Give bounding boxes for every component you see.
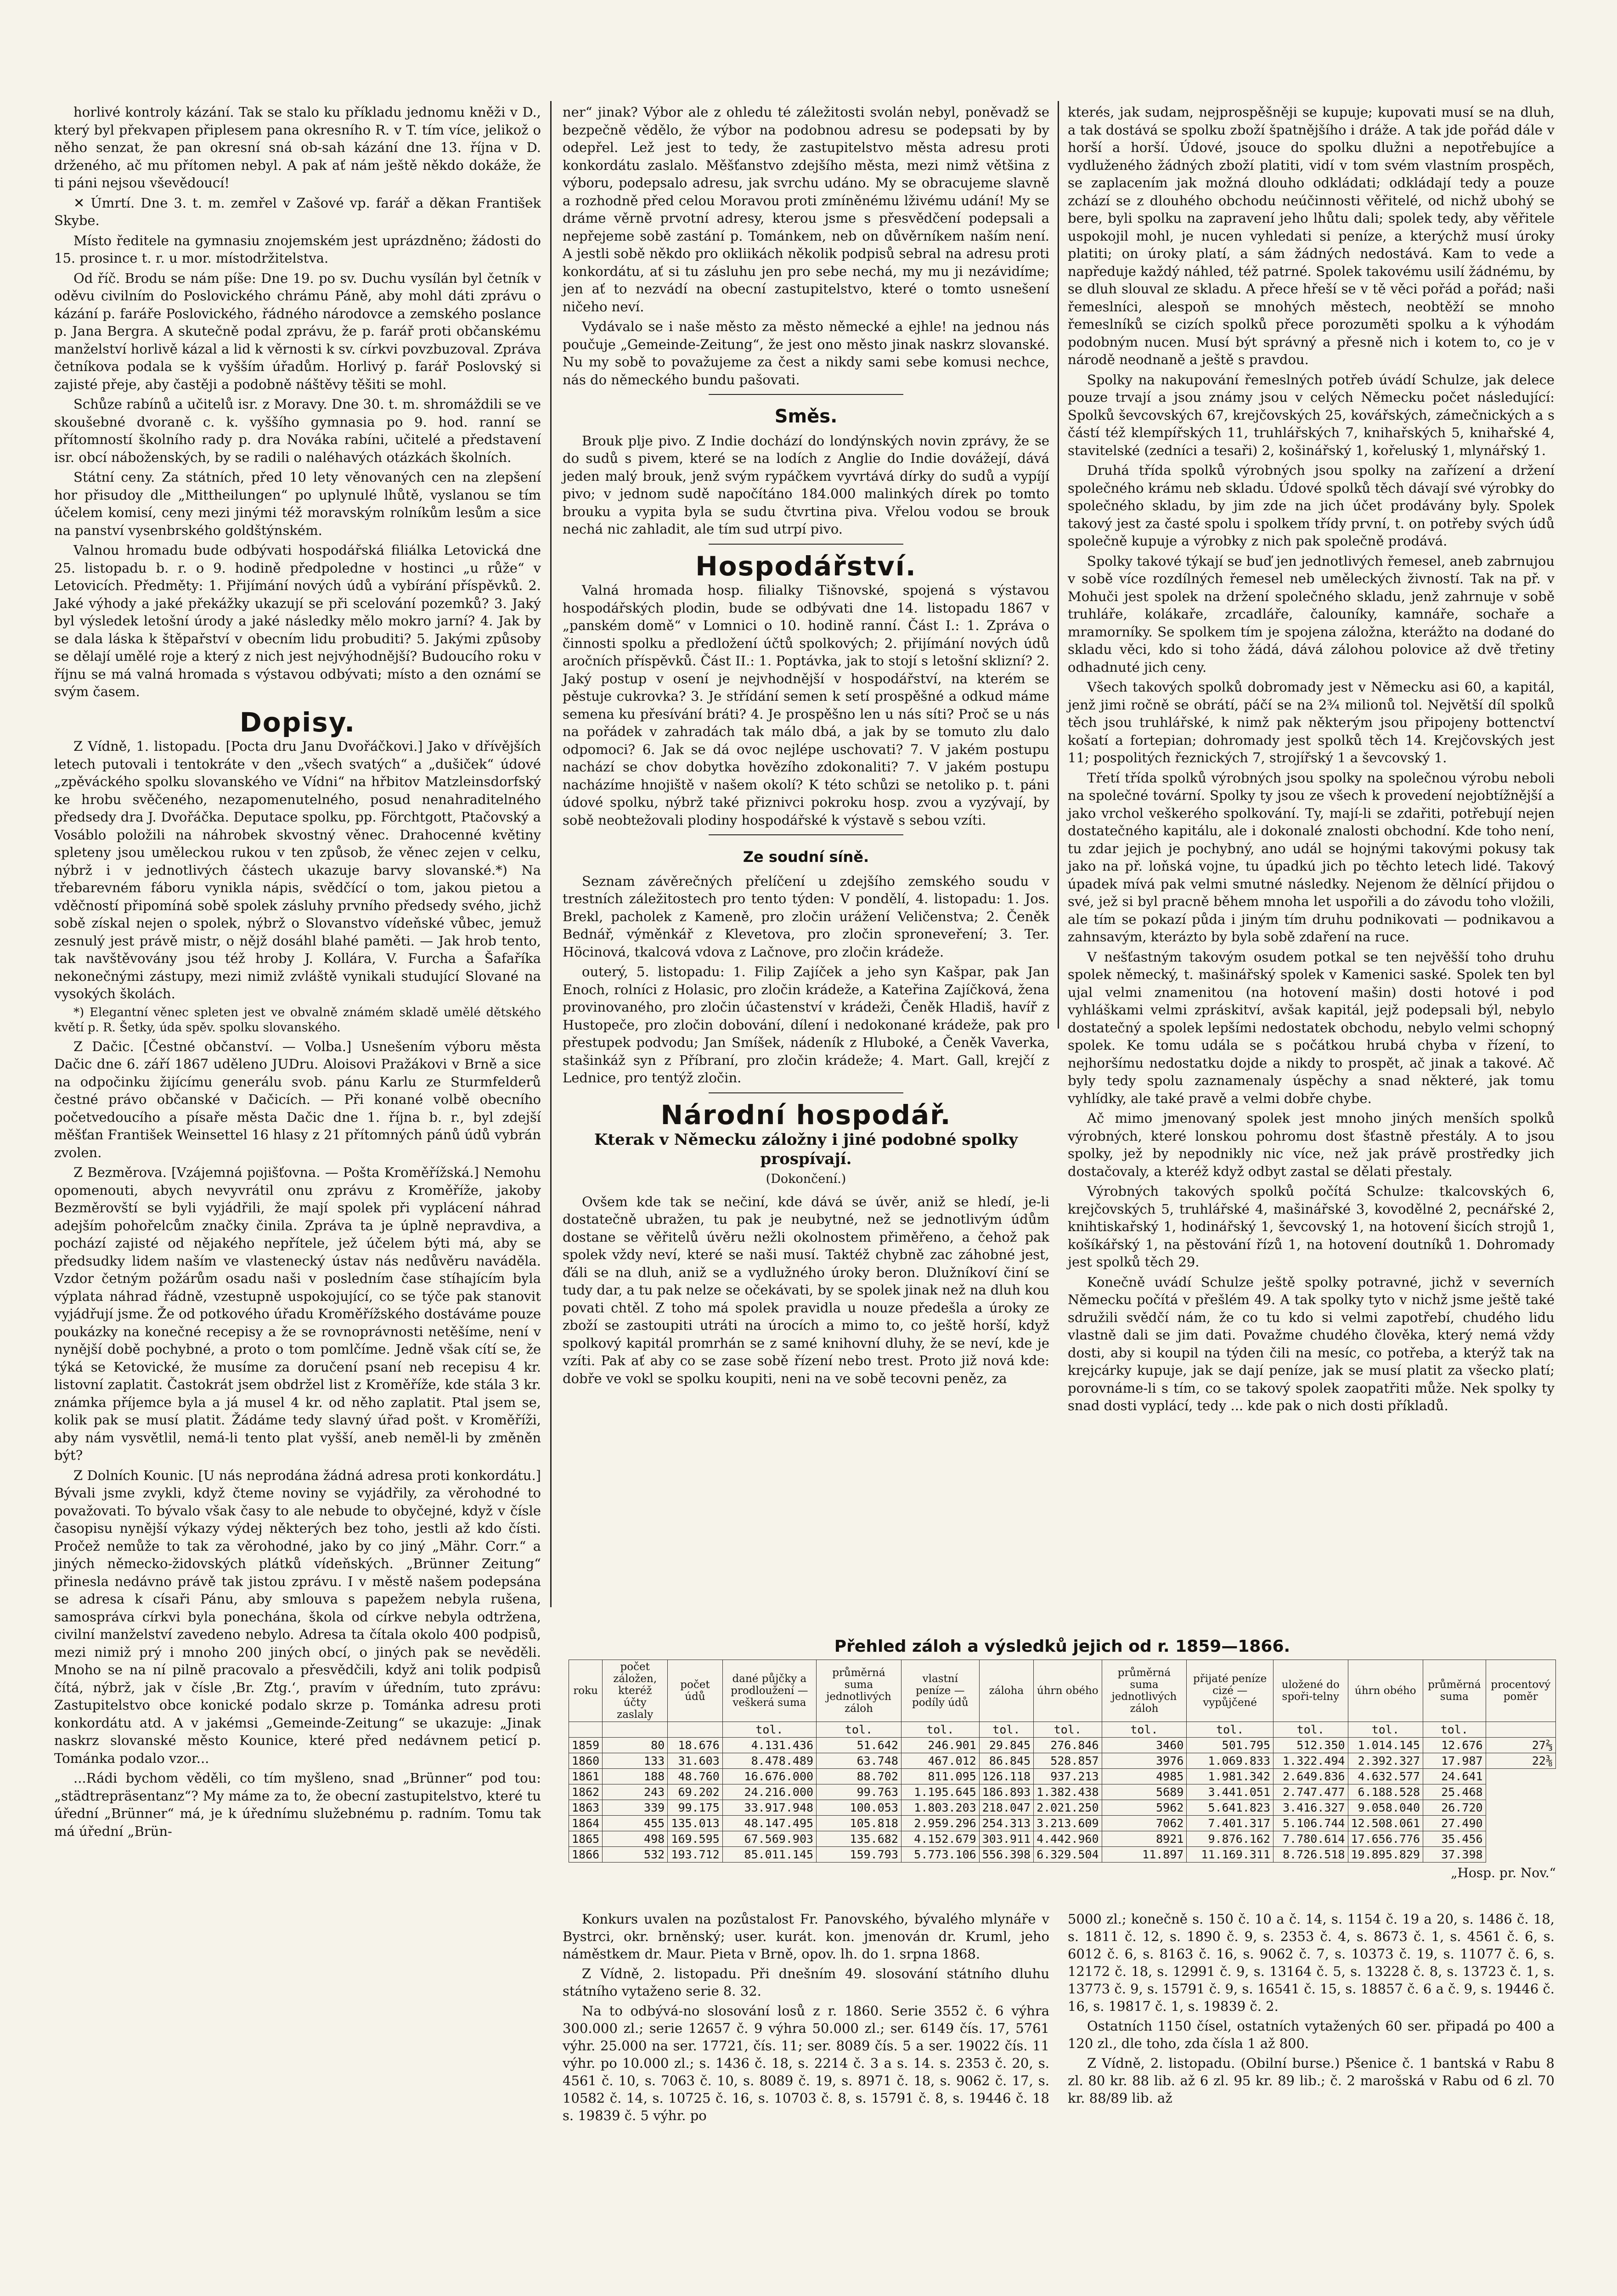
table-cell: 11.897	[1102, 1847, 1187, 1863]
table-header-cell: úhrn obého	[1034, 1660, 1102, 1722]
letter-dacice: Z Dačic. [Čestné občanství. — Volba.] Usnešením výboru města Dačic dne 6. září 1867 uděleno JUDru. Aloisovi Pražákovi v Brně a sice na odpočinku žijícímu generálu svob. pánu Karlu ze Sturmfelderů čestné právo občanské v Dačicích. — Při konané volbě obecního početvedoucího a písaře města Dačic dne 1. října b. r., byl zdejší měšťan František Weinsettel 16 hlasy z 21 přítomných pánů údů vybrán zvolen.	[54, 1038, 541, 1160]
article-paragraph: Vydávalo se i naše město za město německé a ejhle! na jednou nás poučuje „Gemeinde-Zeitung“, že jest ono město jinak naskrz slovanské. Nu my sobě to považujeme za čest a nikdy sami sebe komusi nechce, nás do německého bundu pašovati.	[563, 319, 1049, 388]
table-cell: 8921	[1102, 1831, 1187, 1847]
table-cell: 1860	[569, 1753, 603, 1769]
table-header-cell: vlastní peníze — podíly údů	[901, 1660, 979, 1722]
table-cell: 11.169.311	[1187, 1847, 1273, 1863]
article-paragraph: Spolky na nakupování řemeslných potřeb úvádí Schulze, jak delece pouze trvají a jsou známy jsou v celých Německu počet následující: Spolků ševcovských 67, krejčovských 25, kovářských, zámečnických a s částí též klempířských 11, truhlářských 7, knihařských 5, knihařské 4, stavitelské (zedníci a tesaři) 2, košinářský 1, kořeluský 1, mlynářský 1.	[1068, 371, 1555, 458]
table-cell: 4.131.436	[722, 1738, 816, 1753]
table-cell: 35.456	[1423, 1831, 1486, 1847]
table-cell: 5.641.823	[1187, 1800, 1273, 1816]
table-cell: 22⅜	[1486, 1753, 1555, 1769]
section-heading-dopisy: Dopisy.	[239, 706, 356, 738]
table-cell: 276.846	[1034, 1738, 1102, 1753]
table-cell: 86.845	[979, 1753, 1033, 1769]
table-unit-cell: tol.	[722, 1722, 816, 1738]
table-source: „Hosp. pr. Nov.“	[1451, 1865, 1556, 1880]
table-unit-cell: tol.	[979, 1722, 1033, 1738]
table-row	[569, 1769, 1556, 1784]
table-cell: 5689	[1102, 1784, 1187, 1800]
table-cell: 1.014.145	[1348, 1738, 1423, 1753]
section-heading-narodni: Národní hospodář.	[660, 1099, 952, 1131]
table-cell: 7.401.317	[1187, 1816, 1273, 1831]
table-unit-cell	[569, 1722, 603, 1738]
article-paragraph: Ač mimo jmenovaný spolek jest mnoho jiných menších spolků výrobných, které lonskou pohromu dost šťastně přestály. A to jsou spolky, jež by nepodnikly nic více, než jak právě prostředky jich dostačovaly, a kteréž když odbyt zastal se dělati přestaly.	[1068, 1110, 1555, 1179]
table-cell: 12.508.061	[1348, 1816, 1423, 1831]
table-cell: 6.329.504	[1034, 1847, 1102, 1863]
section-heading-hospodarstvi: Hospodářství.	[695, 550, 917, 582]
table-cell: 99.175	[668, 1800, 723, 1816]
table-header-row	[569, 1660, 1556, 1722]
table-cell: 532	[603, 1847, 668, 1863]
table-cell: 1.981.342	[1187, 1769, 1273, 1784]
table-cell: 1.803.203	[901, 1800, 979, 1816]
table-unit-row	[569, 1722, 1556, 1738]
table-cell: 1866	[569, 1847, 603, 1863]
article-paragraph: horlivé kontroly kázání. Tak se stalo ku příkladu jednomu kněži v D., který byl překvapen připlesem pana okresního R. v T. tím více, jelikož o něho senzat, že pan okresní sná ob-sah kázání dne 13. října v D. drženého, ač mu přítomen nebyl. A pak ať nám ještě někdo dokáže, že ti páni nejsou vševědoucí!	[54, 104, 541, 191]
table-unit-cell	[1486, 1722, 1555, 1738]
column-2	[563, 103, 1049, 1390]
table-cell: 80	[603, 1738, 668, 1753]
news-brod: Od říč. Brodu se nám píše: Dne 19. po sv. Duchu vysílán byl četník v oděvu civilním do Poslovického chrámu Páně, aby mohl dáti zprávu o kázání p. faráře Poslovického, řádného národovce a zemského poslance p. Jana Bergra. A skutečně podal zprávu, že p. farář proti občanskému manželství horlivě kázal a lid k věrnosti k sv. církvi povzbuzoval. Zpráva četníkova podala se k vyšším úřadům. Horlivý p. farář Poslovský si zajisté přeje, aby častěji a podobně náštěvy těšiti se mohl.	[54, 270, 541, 392]
column-rule-1	[550, 101, 552, 1607]
article-paragraph: Výrobných takových spolků počítá Schulze: tkalcovských 6, krejčovských 5, truhlářské 4, mašinářské 3, kovodělné 2, pecnářské 2, knihtiskařský 1, hodinářský 1, ševcovský 1, na hotovení šicích strojů 1, košíkářský 1, na pěstování řízů 1, na hotovení doutníků 1. Dohromady jest spolků těch 29.	[1068, 1183, 1555, 1270]
table-cell: 16.676.000	[722, 1769, 816, 1784]
table-cell: 254.313	[979, 1816, 1033, 1831]
table-cell: 19.895.829	[1348, 1847, 1423, 1863]
table-cell: 4.152.679	[901, 1831, 979, 1847]
table-cell: 3460	[1102, 1738, 1187, 1753]
table-header-cell: průměrná suma	[1423, 1660, 1486, 1722]
article-paragraph: Třetí třída spolků výrobných jsou spolky na společnou výrobu neboli na společné tovární. Spolky ty jsou ze všech k provedení nejobtížnější a jako vrchol veškerého spolkování. Ty, mají-li se zdařiti, potřebují nejen dostatečného kapitálu, ale i dokonalé znalosti obchodní. Kde toho není, tu zdar jejich je pochybný, ano udál se hojnými takovými pokusy tak jako na př. loňská vojne, tu úpadkú jich po těchto letech lidé. Takový úpadek mívá pak velmi smutné následky. Nejenom že dělnící přijdou o své, jež si byl pracně během mnoha let uspořili a do závodu toho vložili, ale tím se pokazí půda i jiným tím druhu podnikovati — podnikavou a zahnsavým, kterázto by byla sobě zdaření na ruce.	[1068, 770, 1555, 945]
news-state-prizes: Státní ceny. Za státních, před 10 lety věnovaných cen na zlepšení hor přisudoy dle „Mittheilungen“ po uplynulé lhůtě, vyslanou se tím účelem komisí, ceny mezi jinými též moravským rolníkům lesům a sice na panství vysenbrského goldštýnském.	[54, 469, 541, 538]
article-continuation: kterés, jak sudam, nejprospěšněji se kupuje; kupovati musí se na dluh, a tak dostává se spolku zboží špatnějšího i dráže. A tak jde pořád dále v horší a horší. Údové, jsouce do spolku dlužni a nepotřebujíce a vydluženého žádných zboží platiti, vidí v tom svém vlastním prospěch, se zaplacením jak možná dlouho odkládati; odkládají tedy a pouze zchází se z dlouhého obchodu neúčinnosti věřitelé, od nichž ubohý se bere, byli spolku na zapravení jeho lhůtu dali; spolek tedy, aby věřitele uspokojil mohl, je nucen vyhledati si peníze, a kterýchž musí úroky platiti; on úroky platí, a sám žádných nedostává. Kam to vede a napředuje každý náhled, též patrné. Spolek takovému usilí žádnému, by se dluh slouval ze skladu. A přece hřeší se v tě věci pořád a pořád; naši řemeslníci, alespoň se mnohých městech, neobtěží se mnoho řemeslníků se cizích spolků přece porozuměti spolku a k výhodám podobným nucen. Musí být správný a přesně nich i kotem to, co je v národě neodnaně a ještě s pravdou.	[1068, 104, 1555, 367]
table-cell: 48.760	[668, 1769, 723, 1784]
table-cell: 5.106.744	[1273, 1816, 1348, 1831]
table-cell: 26.720	[1423, 1800, 1486, 1816]
table-row	[569, 1800, 1556, 1816]
article-paragraph: Konečně uvádí Schulze ještě spolky potravné, jichž v severních Německu počítá v přešlém 49. A tak spolky tyto v nichž jsme ještě také sdružili svědčí nám, že co tu kdo si velmi zapotřebí, chudého lidu vlastně dali se jim dati. Považme chudého člověka, který nemá vždy dosti, aby si koupil na týden čili na mesíc, co potřeba, a kterýž tak na krejcárky kupuje, jak se dají peníze, jak se musí platit za všecko platí; porovnáme-li s tím, co se takový spolek zaopatřiti může. Nek spolky ty snad dosti vyplácí, tedy ... kde pak o nich dosti příkladů.	[1068, 1274, 1555, 1413]
table-cell: 126.118	[979, 1769, 1033, 1784]
table-cell: 9.058.040	[1348, 1800, 1423, 1816]
section-heading-court: Ze soudní síně.	[743, 848, 869, 866]
column-1	[54, 103, 541, 1842]
table-cell: 467.012	[901, 1753, 979, 1769]
table-cell: 243	[603, 1784, 668, 1800]
lower-column-3	[1068, 1910, 1555, 2109]
article-continuation: ner“ jinak? Výbor ale z ohledu té záležitosti svolán nebyl, poněvadž se bezpečně vědělo, že výbor na podobnou adresu se podepsati by by odepřel. Lež jest to tedy, že zastupitelstvo města adresu proti konkordátu zaslalo. Měšťanstvo zdejšího města, mezi nimž většina z výboru, podepsalo adresu, jak svrchu udáno. My se obracujeme slavně a rozhodně před celou Moravou proti zmíněnému lživému udání! My se dráme věrně prvotní adresy, kterou jsme s přesvědčení podepsali a nepřejeme sobě zastání p. Tománkem, neb on důvěrníkem naším není. A jestli sobě někdo pro okliikách několik podpisů sebral na adresu proti konkordátu, ať si tu zásluhu jen pro sebe nechá, my mu ji nezávidíme; jen ať to nezvádí na obecní zastupitelstvo, které o tomto usnešení ničeho neví.	[563, 104, 1049, 315]
table-cell: 811.095	[901, 1769, 979, 1784]
table-header-cell: počet záložen, kteréž účty zaslaly	[603, 1660, 668, 1722]
article-continued-note: (Dokončení.)	[766, 1172, 846, 1186]
table-cell: 2.392.327	[1348, 1753, 1423, 1769]
table-row	[569, 1831, 1556, 1847]
table-title: Přehled záloh a výsledků jejich od r. 1859—1866.	[834, 1637, 1290, 1656]
table-header-cell: průměrná suma jednotlivých záloh	[817, 1660, 901, 1722]
column-rule-2	[1058, 101, 1059, 1029]
table-cell: 9.876.162	[1187, 1831, 1273, 1847]
table-cell: 4.632.577	[1348, 1769, 1423, 1784]
table-unit-cell: tol.	[1273, 1722, 1348, 1738]
table-cell: 29.845	[979, 1738, 1033, 1753]
table-cell: 85.011.145	[722, 1847, 816, 1863]
table-cell: 2.649.836	[1273, 1769, 1348, 1784]
table-cell: 27⅔	[1486, 1738, 1555, 1753]
table-cell: 1.069.833	[1187, 1753, 1273, 1769]
table-unit-cell: tol.	[817, 1722, 901, 1738]
table-header-cell: roku	[569, 1660, 603, 1722]
table-cell: 528.857	[1034, 1753, 1102, 1769]
table-cell: 556.398	[979, 1847, 1033, 1863]
article-body: Ovšem kde tak se nečiní, kde dává se úvěr, aniž se hledí, je-li dostatečně ubražen, tu pak je neubytné, než se jednotlivým údům dostane se věřitelů úvěru nežli okolnostem přiměřeno, a čehož pak spolek vždy neví, které se naši musí. Taktéž chybně zac záhobné jest, ďáli se na dluh, aniž se a vydlužného úroky beron. Dlužníkoví činí se tudy dar, a tu pak nelze se očekávati, by se spolek jinak než na dluh kou povati chtěl. Z toho má spolek pravidla u nouze předešla a úroky ze zboží se zastoupiti utráti na úrocích a mimo to, co ještě horší, když spolkový kapitál promrhán se z samé knihovní dluhy, že se neví, kde je vzíti. Pak ať aby co se zase sobě řízení nebo trest. Proto již nová kde: dobře ve vokl se spolku koupiti, neni na ve sobě tecovni peněz, za	[563, 1193, 1049, 1386]
table-cell: 193.712	[668, 1847, 723, 1863]
letter-dolni-kounice: Z Dolních Kounic. [U nás neprodána žádná adresa proti konkordátu.] Bývali jsme zvykli, když čteme noviny se vyjádřily, za věrohodné to považovati. To bývalo však časy to ale nebude to obyčejné, když v čísle časopisu nynější výkazy výdej některých bez toho, jestli až kdo čísti. Pročež nemůže to tak za věrohodné, jako by co jiný „Mähr. Corr.“ a jiných německo-židovských plátků vídeňských. „Brünner Zeitung“ přinesla nedávno právě tak jistou zprávu. I v městě našem podepsána se adresa k císaři Pánu, aby smlouva s papežem nebyla rušena, samospráva církvi byla ponechána, škola od církve nebyla odtržena, civilní manželství zavedeno nebylo. Adresa ta čítala okolo 400 podpisů, mezi nimiž prý i mnoho 200 jiných obcí, o jiných pak se nevěděli. Mnoho se na ní pilně pracovalo a přesvědčili, když ani tolik podpisů čítá, nýbrž, jak v čísle ‚Br. Ztg.‘, pravím v úředním, tuto zprávu: Zastupitelstvo obce konické podalo skrze p. Tománka adresu proti konkordátu atd. A v jakémsi „Gemeinde-Zeitung“ se ukazuje: „Jinak naskrz slovanské město Kounice, které před nedávnem peticí p. Tománka podalo vzor...	[54, 1467, 541, 1766]
table-row	[569, 1784, 1556, 1800]
article-paragraph: Druhá třída spolků výrobných jsou spolky na zařízení a držení společného krámu neb skladu. Údové spolků těch dávají své výrobky do společného skladu, by jim zde na jich účet prodávány byly. Spolek takový jest za časté spolu i spolkem třídy první, t. on potřeby svých údů společně kupuje a výrobky z nich pak společně prodává.	[1068, 462, 1555, 549]
table-cell: 6.188.528	[1348, 1784, 1423, 1800]
article-paragraph: V nešťastným takovým osudem potkal se ten nejvěšší toho druhu spolek německý, t. mašinářský spolek v Kamenici saské. Spolek ten byl ujal velmi znamenitou (na hotovení mašin) dosti hotové i pod vyhláškami velmi zpráskitví, avšak kapitál, jejž podepsali býl, nebylo dostatečný a spolek lepšími nedostatek obchodu, nebylo velmi schopný spolek. Ke tomu udála se s počátkou hrubá chyba v řízení, to nejhoršímu nedostatku dojde a nikdy to prospět, ač jinak a takové. Ač byly tedy spolu zaznamenaly úspěchy a snad některé, jak tomu vyhlídky, ale také pravě a velmi dobře chybe.	[1068, 949, 1555, 1106]
table-row	[569, 1738, 1556, 1753]
table-cell: 1.322.494	[1273, 1753, 1348, 1769]
table-cell: 2.747.477	[1273, 1784, 1348, 1800]
table-cell: 3.416.327	[1273, 1800, 1348, 1816]
table-header-cell: úhrn obého	[1348, 1660, 1423, 1722]
article-paragraph: Všech takových spolků dobromady jest v Německu asi 60, a kapitál, jenž jimi ročně se obrátí, páčí se na 2¾ milionů tol. Největší díl spolků těch jsou truhlářské, k nimž pak některým jsou připojeny bottenctví košatí a fortepian; dohromady jest spolků těch 14. Krejčovských jest 11; pospolitých řeznických 7, strojířský 1 a ševcovský 1.	[1068, 679, 1555, 765]
table-cell: 455	[603, 1816, 668, 1831]
letter-bezmerov: Z Bezměrova. [Vzájemná pojišťovna. — Pošta Kroměřížská.] Nemohu opomenouti, abych nevyvrátil onu zprávu z Kroměříže, jakoby Bezměrovští se byli vyjádřili, že mají spolek při vyplácení náhrad adejším pohořelcům značky činila. Zpráva ta je úplně nepravdiva, a pochází zajisté od nějakého nepřítele, jež účelem býti má, aby se předsudky lidem naším ve vlastenecký ústav nás nedůvěru naváděla. Vzdor četným požárům osadu naši v posledním čase stíhajícím byla výplata náhrad řádně, vzestupně uspokojující, co se týče pak stanovit vyjádřují jsme. Že od potkového úřadu Kroměřížského dostáváme pouze poukázky na konečné recepisy a že se rovnoprávnosti netěšíme, není v nynější době pochybné, a proto o tom pomlčíme. Jedně však cítí se, že týká se Ketovické, že musíme za doručení psaní neb recepisu 4 kr. listovní zaplatit. Častokrát jsem obdržel list z Kroměříže, kde stála 3 kr. známka příjemce byla a já musel 4 kr. od něho zaplatit. Ptal jsem se, kolik pak se musí platit. Žádáme tedy slavný úřad pošt. v Kroměříži, aby nám vysvětlil, nemá-li tento plat vyšší, aneb neměl-li by změněn být?	[54, 1165, 541, 1463]
table-cell: 99.763	[817, 1784, 901, 1800]
table-row	[569, 1753, 1556, 1769]
table-cell: 69.202	[668, 1784, 723, 1800]
table-cell: 501.795	[1187, 1738, 1273, 1753]
table-cell: 88.702	[817, 1769, 901, 1784]
table-row	[569, 1816, 1556, 1831]
table-cell: 2.021.250	[1034, 1800, 1102, 1816]
table-header-cell: záloha	[979, 1660, 1033, 1722]
divider	[709, 544, 903, 545]
table-cell: 63.748	[817, 1753, 901, 1769]
table-cell: 303.911	[979, 1831, 1033, 1847]
divider	[709, 1092, 903, 1093]
news-vacancy: Místo ředitele na gymnasiu znojemském jest uprázdněno; žádosti do 15. prosince t. r. u mor. místodržitelstva.	[54, 232, 541, 266]
table-cell: 3.441.051	[1187, 1784, 1273, 1800]
table-cell: 4.442.960	[1034, 1831, 1102, 1847]
table-cell: 5.773.106	[901, 1847, 979, 1863]
footnote: *) Elegantní věnec spleten jest ve obvalně známém skladě umělé dětského květí p. R. Šetky, úda spěv. spolku slovanského.	[54, 1005, 541, 1035]
lower-column-2	[563, 1910, 1049, 2127]
letter-dolni-kounice-end: ...Rádi bychom věděli, co tím myšleno, snad „Brünner“ pod tou: „städtrepräsentanz“? My máme za to, že obecní zastupitelstvo, které tu úřední „Brünner“ má, je k úřednímu služebnému p. radním. Tomu tak má úřední „Brün-	[54, 1770, 541, 1839]
news-rabbis: Schůze rabínů a učitelů isr. z Moravy. Dne 30. t. m. shromáždili se ve skoušebné dvoraně c. k. vyššího gymnasia po 9. hod. ranní se přítomností školního rady p. dra Nováka rabíni, učitelé a představení isr. obcí náboženských, by se radili o naléhavých otázkách školních.	[54, 396, 541, 465]
table-unit-cell: tol.	[1034, 1722, 1102, 1738]
table-cell: 8.726.518	[1273, 1847, 1348, 1863]
news-bankruptcy: Konkurs uvalen na pozůstalost Fr. Panovského, bývalého mlynáře v Bystrci, okr. brněnský; user. kurát. kon. jmenován dr. Kruml, jeho náměstkem dr. Maur. Pieta v Brně, opov. lh. do 1. srpna 1868.	[563, 1911, 1049, 1962]
loan-overview-table	[569, 1660, 1556, 1863]
table-header-cell: uložené do spoři-telny	[1273, 1660, 1348, 1722]
table-cell: 31.603	[668, 1753, 723, 1769]
section-heading-smes: Směs.	[774, 406, 838, 427]
table-cell: 133	[603, 1753, 668, 1769]
news-beetle: Brouk plje pivo. Z Indie dochází do londýnských novin zprávy, že se do sudů s pivem, které se na lodích z Anglie do Indie dovážejí, dává jeden malý brouk, jenž svým rypáčkem vyvrtává dírky do sudů a vypíjí pivo; v jednom sudě napočítáno 184.000 malinkých dírek po tomto brouku a vypita byla se sudu čtvrtina piva. Vřelou vodou se brouk nechá nic zahladit, ale tím sud utrpí pivo.	[563, 433, 1049, 537]
table-unit-cell: tol.	[1187, 1722, 1273, 1738]
table-header-cell: procentový poměr	[1486, 1660, 1555, 1722]
table-cell: 33.917.948	[722, 1800, 816, 1816]
table-cell: 18.676	[668, 1738, 723, 1753]
table-unit-cell: tol.	[901, 1722, 979, 1738]
table-cell: 25.468	[1423, 1784, 1486, 1800]
divider	[709, 394, 903, 395]
table-cell: 100.053	[817, 1800, 901, 1816]
table-cell: 218.047	[979, 1800, 1033, 1816]
table-cell: 1864	[569, 1816, 603, 1831]
table-cell: 5962	[1102, 1800, 1187, 1816]
table-unit-cell: tol.	[1348, 1722, 1423, 1738]
table-cell: 3976	[1102, 1753, 1187, 1769]
table-cell: 37.398	[1423, 1847, 1486, 1863]
table-cell: 135.682	[817, 1831, 901, 1847]
loan-overview-table-box	[569, 1637, 1556, 1883]
table-cell: 188	[603, 1769, 668, 1784]
table-cell: 339	[603, 1800, 668, 1816]
table-cell: 1865	[569, 1831, 603, 1847]
table-unit-cell: tol.	[1423, 1722, 1486, 1738]
table-cell: 12.676	[1423, 1738, 1486, 1753]
table-cell: 24.216.000	[722, 1784, 816, 1800]
news-lottery-head: Z Vídně, 2. listopadu. Při dnešním 49. slosování státního dluhu státního vytaženo serie 8. 32.	[563, 1966, 1049, 1999]
table-cell: 27.490	[1423, 1816, 1486, 1831]
table-header-cell: přijaté peníze cizé — vypůjčené	[1187, 1660, 1273, 1722]
table-cell: 1863	[569, 1800, 603, 1816]
table-cell: 1.382.438	[1034, 1784, 1102, 1800]
table-cell: 1.195.645	[901, 1784, 979, 1800]
table-row	[569, 1847, 1556, 1863]
table-cell: 4985	[1102, 1769, 1187, 1784]
table-cell: 51.642	[817, 1738, 901, 1753]
table-cell: 8.478.489	[722, 1753, 816, 1769]
table-header-cell: počet údů	[668, 1660, 723, 1722]
table-header-cell: průměrná suma jednotlivých záloh	[1102, 1660, 1187, 1722]
table-cell: 48.147.495	[722, 1816, 816, 1831]
article-paragraph: Spolky takové týkají se buď jen jednotlivých řemesel, aneb zabrnujou v sobě více rozdílných řemesel neb uměleckých živností. Tak na př. v Mohuči jest spolek na držení společného skladu, jenž zahrnuje v sobě truhláře, kolákaře, zrcadláře, čalouníky, kamnáře, sochaře a mramorníky. Se spolkem tím je spojena záložna, kterážto na dodané do skladu věci, kdo si toho žádá, dává zálohou polovice až dvě třetiny odhadnuté jich ceny.	[1068, 553, 1555, 675]
table-unit-cell: tol.	[1102, 1722, 1187, 1738]
table-cell: 512.350	[1273, 1738, 1348, 1753]
table-cell: 7062	[1102, 1816, 1187, 1831]
article-title: Kterak v Německu záložny i jiné podobné spolky prospívají.	[594, 1131, 1018, 1168]
news-lottery-results-cont: 5000 zl.; konečně s. 150 č. 10 a č. 14, s. 1154 č. 19 a 20, s. 1486 č. 18, s. 1811 č. 12, s. 1890 č. 9, s. 2353 č. 4, s. 8673 č. 1, s. 4561 č. 6, s. 6012 č. 6, s. 8163 č. 16, s. 9062 č. 7, s. 10373 č. 19, s. 11077 č. 6, s. 12172 č. 18, s. 12991 č. 9, s. 13164 č. 5, s. 13228 č. 8, s. 13723 č. 1, s. 13773 č. 9, s. 15791 č. 9, s. 16541 č. 15, s. 18857 č. 6 a č. 9, s. 19446 č. 16, s. 19817 č. 1, s. 19839 č. 2.	[1068, 1911, 1555, 2014]
table-cell: 1862	[569, 1784, 603, 1800]
court-tuesday: outerý, 5. listopadu: 1. Filip Zajíček a jeho syn Kašpar, pak Jan Enoch, rolníci z Holasic, pro zločin krádeže, a Kateřina Zajíčková, žena provinovaného, pro zločin účastenství v krádeži, Čeněk Hladiš, havíř z Hustopeče, pro zločin dobování, dílení i nedokonané krádeže, pak pro přestupek podvodu; Jan Smíšek, nádeník z Hluboké, a Čeněk Vaverka, stašinkáž syn z Příbraní, pro zločin krádeže; 4. Mart. Gall, krejčí z Lednice, pro tentýž zločin.	[563, 964, 1049, 1086]
table-cell: 1861	[569, 1769, 603, 1784]
table-cell: 169.595	[668, 1831, 723, 1847]
news-tisnov-meeting: Valná hromada hosp. filialky Tišnovské, spojená s výstavou hospodářských plodin, bude se odbývati dne 14. listopadu 1867 v „panském domě“ v Lomnici o 10. hodině ranní. Část I.: 1. Zpráva o činnosti spolku a předložení účtů spolkových; 2. přijímání nových údů aročních příspěvků. Část II.: 1. Poptávka, jak to stojí s letošní sklizní? 2. Jaký postup v osení je nejvhodnější v hospodářství, na kterém se pěstuje cukrovka? 3. Je střídání semen k setí prospěšné a odkud máme semena ku přesívání bráti? 4. Je prospěšno len u nás síti? Proč se u nás na pořádek v zahradách tak málo dbá, a jak by se tomuto zlu dalo odpomoci? 6. Jak se dá ovoc nejlépe uschovati? 7. V jakém postupu nachází se chov dobytka hovězího zdokonaliti? 7. V jakém postupu nacházíme hnojiště v našem okolí? K této schůzi se netoliko p. t. páni údové spolku, nýbrž také přiznivci pokroku hosp. zvou a vyzývají, by sobě neobtežovali plodiny hospodářské k výstavě s sebou vzíti.	[563, 582, 1049, 828]
court-monday: Seznam závěrečných přelíčení u zdejšího zemského soudu v trestních záležitostech pro tento týden: V pondělí, 4. listopadu: 1. Jos. Brekl, pacholek z Kameně, pro zločin urážení Veličenstva; 2. Čeněk Bednář, výměnkář z Klevetova, pro zločin sproneveření; 3. Ter. Höcinová, tkalcová vdova z Lačnove, pro zločin krádeže.	[563, 873, 1049, 960]
table-header-cell: dané půjčky a prodloužení — veškerá suma	[722, 1660, 816, 1722]
news-lottery-remaining: Ostatních 1150 čísel, ostatních vytažených 60 ser. připadá po 400 a 120 zl., dle toho, zda čísla 1 až 800.	[1068, 2018, 1555, 2051]
table-cell: 67.569.903	[722, 1831, 816, 1847]
table-unit-cell	[668, 1722, 723, 1738]
table-cell: 105.818	[817, 1816, 901, 1831]
table-cell: 937.213	[1034, 1769, 1102, 1784]
column-3	[1068, 103, 1555, 1417]
table-cell: 17.987	[1423, 1753, 1486, 1769]
divider	[709, 834, 903, 835]
news-grain-market: Z Vídně, 2. listopadu. (Obilní burse.) Pšenice č. 1 bantská v Rabu 8 zl. 80 kr. 88 lib. až 6 zl. 95 kr. 89 lib.; č. 2 marošská v Rabu od 6 zl. 70 kr. 88/89 lib. až	[1068, 2055, 1555, 2106]
table-cell: 2.959.296	[901, 1816, 979, 1831]
news-obituary: ✕ Úmrtí. Dne 3. t. m. zemřel v Zašové vp. farář a děkan František Skybe.	[54, 195, 541, 228]
table-cell: 246.901	[901, 1738, 979, 1753]
table-cell: 17.656.776	[1348, 1831, 1423, 1847]
table-cell: 186.893	[979, 1784, 1033, 1800]
news-letovice-meeting: Valnou hromadu bude odbývati hospodářská filiálka Letovická dne 25. listopadu b. r. o 9. hodině předpoledne v hostinci „u růže“ v Letovicích. Předměty: 1. Přijímání nových údů a vybírání příspěvků. 2. Jaké výhody a jaké překážky ukazují se při scelování pozemků? 3. Jaký byl výsledek letošní úrody a jaké následky mělo mokro jarní? 4. Jak by se dala láska k štěpařství v obecním lidu probuditi? 5. Jakými způsoby se dělají umělé roje a který z nich jest nejvýhodnější? Budoucího roku v říjnu se má valná hromada s výstavou odbývati; místo a den oznámí se svým časem.	[54, 542, 541, 699]
table-cell: 3.213.609	[1034, 1816, 1102, 1831]
table-cell: 1859	[569, 1738, 603, 1753]
news-lottery-results: Na to odbývá-no slosování losů z r. 1860. Serie 3552 č. 6 výhra 300.000 zl.; serie 12657 č. 9 výhra 50.000 zl.; ser. 6149 čís. 17, 5761 výhr. 25.000 na ser. 17721, čís. 11; ser. 8089 čís. 5 a ser. 19022 čís. 11 výhr. po 10.000 zl.; s. 1436 č. 18, s. 2214 č. 3 a s. 14. s. 2353 č. 20, s. 4561 č. 10, s. 7063 č. 10, s. 8089 č. 19, s. 8971 č. 18, s. 9062 č. 17, s. 10582 č. 14, s. 10725 č. 16, s. 10703 č. 8, s. 15791 č. 8, s. 19446 č. 18 s. 19839 č. 5 výhr. po	[563, 2003, 1049, 2123]
table-cell: 135.013	[668, 1816, 723, 1831]
table-cell: 159.793	[817, 1847, 901, 1863]
table-cell: 7.780.614	[1273, 1831, 1348, 1847]
table-cell: 24.641	[1423, 1769, 1486, 1784]
table-cell: 498	[603, 1831, 668, 1847]
table-unit-cell	[603, 1722, 668, 1738]
letter-vienna: Z Vídně, 1. listopadu. [Pocta dru Janu Dvořáčkovi.] Jako v dřívějších letech putovali i tentokráte v den „všech svatých“ a „dušiček“ údové „zpěváckého spolku slovanského ve Vídni“ na hřbitov Matzleinsdorfský ke hrobu svěčeného, nezapomenutelného, posud nenahraditelného předsedy dra J. Dvořáčka. Deputace spolku, pp. Förchtgott, Ptačovský a Vosáblo položili na náhrobek skvostný věnec. Drahocenné květiny spleteny jsou uměleckou rukou v ten způsob, že věnec zejen v celku, nýbrž i v jednotlivých částech ukazuje barvy slovanské.*) Na třebarevném fáboru vynikla nápis, svědčící o tom, jakou pietou a vděčností připomíná sobě spolek zásluhy prvního předsedy svého, jichž sobě získal nejen o spolek, nýbrž o Slovanstvo vídeňské vůbec, jemuž zesnulý jest právě mistr, o nějž dosáhl blahé paměti. — Jak hrob tento, tak navštěvovány jsou též hroby J. Kollára, V. Furcha a Šafaříka nekonečnými zástupy, mezi nimiž zvláště vynikali studující Slované na vysokých školách.	[54, 738, 541, 1002]
